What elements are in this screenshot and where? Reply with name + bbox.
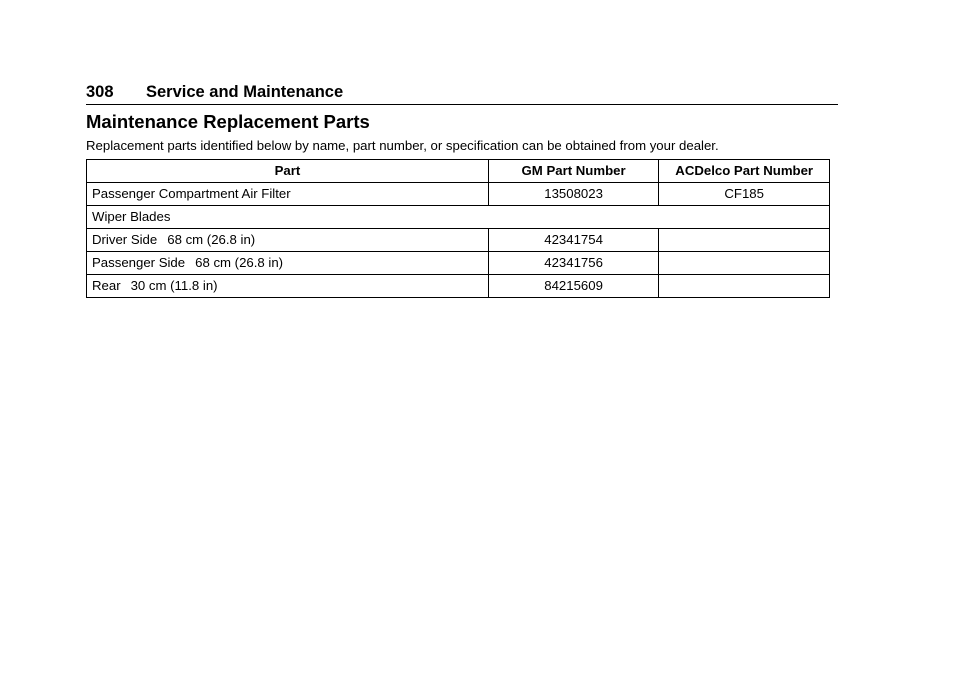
part-name: Passenger Side <box>92 255 186 270</box>
part-name: Driver Side <box>92 232 158 247</box>
part-spec: 68 cm (26.8 in) <box>195 255 284 270</box>
table-row <box>87 275 830 298</box>
column-header-acdelco-part-number: ACDelco Part Number <box>659 160 830 183</box>
page-number: 308 <box>86 83 114 101</box>
part-name-cell: Passenger Compartment Air Filter <box>87 183 489 206</box>
table-group-row <box>87 206 830 229</box>
section-name: Service and Maintenance <box>146 83 344 101</box>
part-name: Rear <box>92 278 121 293</box>
part-spec: 30 cm (11.8 in) <box>130 278 218 293</box>
column-header-gm-part-number: GM Part Number <box>488 160 659 183</box>
page-header <box>86 82 838 105</box>
part-name-cell <box>87 275 489 298</box>
acdelco-part-number-cell <box>659 275 830 298</box>
table-row <box>87 183 830 206</box>
part-name-cell <box>87 252 489 275</box>
column-header-part: Part <box>87 160 489 183</box>
acdelco-part-number-cell <box>659 252 830 275</box>
gm-part-number-cell: 84215609 <box>488 275 659 298</box>
intro-paragraph: Replacement parts identified below by name, part number, or specification can be obtained from your dealer. <box>86 138 719 153</box>
parts-table <box>86 159 830 298</box>
page-title: Maintenance Replacement Parts <box>86 111 370 132</box>
group-label-cell: Wiper Blades <box>87 206 830 229</box>
table-header-row <box>87 160 830 183</box>
gm-part-number-cell: 42341754 <box>488 229 659 252</box>
acdelco-part-number-cell: CF185 <box>659 183 830 206</box>
acdelco-part-number-cell <box>659 229 830 252</box>
table-row <box>87 229 830 252</box>
gm-part-number-cell: 13508023 <box>488 183 659 206</box>
part-name-cell <box>87 229 489 252</box>
gm-part-number-cell: 42341756 <box>488 252 659 275</box>
part-spec: 68 cm (26.8 in) <box>167 232 256 247</box>
table-row <box>87 252 830 275</box>
